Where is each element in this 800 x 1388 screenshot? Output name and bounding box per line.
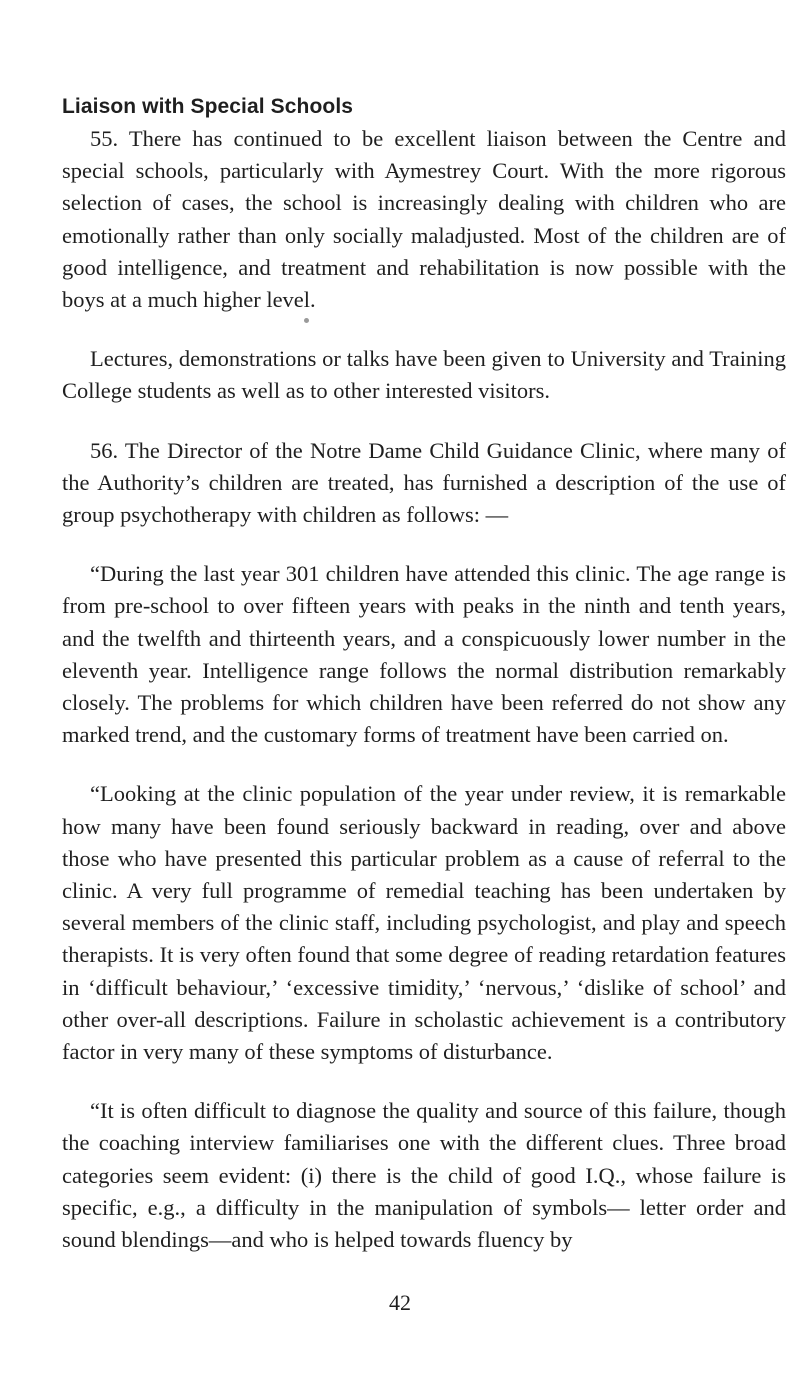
section-heading: Liaison with Special Schools <box>62 95 354 118</box>
paragraph-55: 55. There has continued to be excellent liaison between the Centre and special schools, particularly with Aymestrey Court. With the more rigorous selection of cases, the school is increasingly dealing with children who are emotionally rather than only socially maladjusted. Most of the children are of good intelligence, and treatment and rehabilitation is now possible with the boys at a much higher level. <box>62 126 786 313</box>
quote-paragraph-reading: “Looking at the clinic population of the year under review, it is remarkable how many have been found seriously backward in reading, over and above those who have presented this particular problem as a cause of referral to the clinic. A very full programme of remedial teaching has been undertaken by several members of the clinic staff, including psychologist, and play and speech therapists. It is very often found that some degree of reading retardation features in ‘difficult behaviour,’ ‘excessive timidity,’ ‘nervous,’ ‘dislike of school’ and other over-all descriptions. Failure in scholastic achievement is a contributory factor in very many of these symptoms of disturbance. <box>62 781 786 1065</box>
page-number: 42 <box>389 1290 411 1315</box>
quote-paragraph-attendance: “During the last year 301 children have attended this clinic. The age range is from pre-school to over fifteen years with peaks in the ninth and tenth years, and the twelfth and thirteenth years, and a conspicuously lower number in the eleventh year. Intelligence range follows the normal distribution remarkably closely. The problems for which children have been referred do not show any marked trend, and the customary forms of treatment have been carried on. <box>62 561 786 748</box>
print-speck-mark <box>304 318 309 323</box>
document-page <box>62 92 786 1256</box>
quote-paragraph-diagnosis: “It is often difficult to diagnose the quality and source of this failure, though the coaching interview familiarises one with the different clues. Three broad categories seem evident: (i) there is the child of good I.Q., whose failure is specific, e.g., a difficulty in the manipulation of symbols— letter order and sound blendings—and who is helped towards fluency by <box>62 1098 786 1253</box>
paragraph-lectures: Lectures, demonstrations or talks have been given to University and Training College students as well as to other interested visitors. <box>62 346 786 404</box>
paragraph-56: 56. The Director of the Notre Dame Child Guidance Clinic, where many of the Authority’s children are treated, has furnished a description of the use of group psychotherapy with children as follows: — <box>62 437 786 528</box>
